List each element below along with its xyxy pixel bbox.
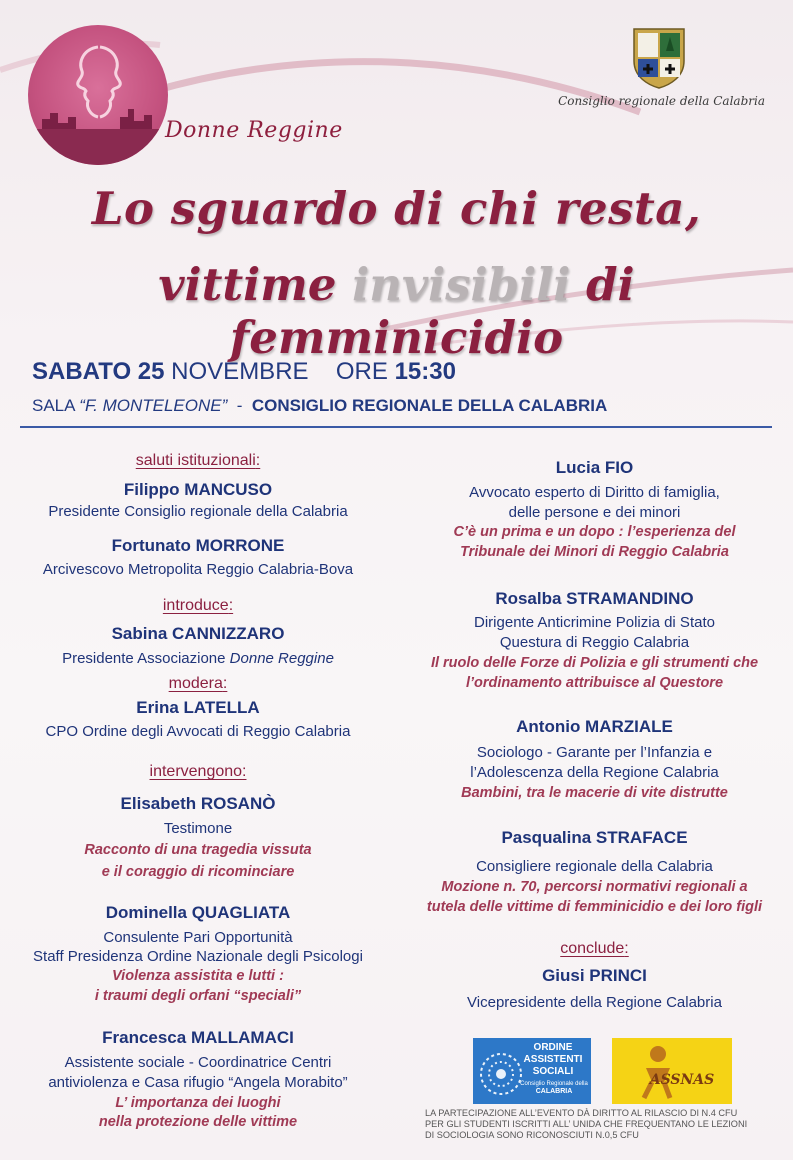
event-title-line2	[0, 258, 793, 364]
title-word-invisibili: invisibili	[352, 258, 571, 311]
regional-emblem-icon	[630, 25, 688, 89]
speaker-topic: Il ruolo delle Forze di Polizia e gli strumenti che	[430, 655, 759, 671]
assnas-logo	[612, 1038, 732, 1104]
speaker-topic: e il coraggio di ricominciare	[101, 864, 295, 880]
venue-place: CONSIGLIO REGIONALE DELLA CALABRIA	[251, 396, 608, 415]
speaker-role: Vicepresidente della Regione Calabria	[467, 994, 722, 1011]
speaker-name: Dominella QUAGLIATA	[105, 903, 291, 922]
speaker-role: Staff Presidenza Ordine Nazionale degli Psicologi	[33, 948, 363, 965]
event-month: NOVEMBRE	[171, 358, 309, 385]
oas-line: ASSISTENTI	[523, 1054, 583, 1065]
speaker-topic: Mozione n. 70, percorsi normativi regionali a	[441, 879, 748, 895]
title-word-vittime: vittime	[158, 258, 337, 311]
face-profiles-icon	[28, 25, 168, 165]
oas-line: SOCIALI	[532, 1066, 574, 1077]
brand-name: Donne Reggine	[165, 118, 343, 143]
section-conclude: conclude:	[560, 940, 629, 957]
section-introduce: introduce:	[162, 597, 234, 614]
speaker-role: l’Adolescenza della Regione Calabria	[470, 764, 719, 781]
speaker-role: Testimone	[163, 820, 233, 837]
speaker-topic: C’è un prima e un dopo : l’esperienza del	[453, 524, 736, 540]
credits-line: DI SOCIOLOGIA SONO RICONOSCIUTI N.0,5 CFU	[425, 1130, 639, 1140]
ordine-assistenti-sociali-logo	[473, 1038, 591, 1104]
speaker-name: Francesca MALLAMACI	[102, 1028, 294, 1047]
event-day: SABATO	[32, 358, 132, 385]
venue-name: “F. MONTELEONE”	[79, 396, 228, 415]
speaker-topic: Violenza assistita e lutti :	[112, 968, 284, 984]
speaker-topic: l’ordinamento attribuisce al Questore	[465, 675, 724, 691]
speaker-name: Elisabeth ROSANÒ	[120, 794, 276, 813]
speaker-name: Lucia FIO	[555, 458, 634, 477]
speaker-role: CPO Ordine degli Avvocati di Reggio Calabria	[45, 723, 351, 740]
event-time-label: ORE	[335, 358, 388, 385]
oas-line: Consiglio Regionale della	[520, 1081, 588, 1087]
speaker-role: Consigliere regionale della Calabria	[476, 858, 713, 875]
event-date-time	[32, 358, 456, 386]
credits-line: LA PARTECIPAZIONE ALL’EVENTO DÀ DIRITTO AL RILASCIO DI N.4 CFU	[425, 1108, 738, 1118]
speaker-role: delle persone e dei minori	[508, 504, 681, 521]
speaker-role: Presidente Consiglio regionale della Calabria	[48, 503, 348, 520]
event-time: 15:30	[394, 358, 456, 385]
assnas-text: ASSNAS	[649, 1072, 715, 1088]
speaker-name: Giusi PRINCI	[542, 966, 647, 985]
venue-prefix: SALA	[32, 396, 75, 415]
speaker-topic: L’ importanza dei luoghi	[115, 1095, 281, 1111]
speaker-topic: Racconto di una tragedia vissuta	[84, 842, 312, 858]
venue-separator: -	[236, 396, 243, 415]
person-figure-icon	[612, 1038, 732, 1104]
speaker-role: Avvocato esperto di Diritto di famiglia,	[469, 484, 720, 501]
divider	[20, 426, 772, 428]
speaker-topic: nella protezione delle vittime	[98, 1114, 298, 1130]
donne-reggine-logo	[28, 25, 168, 165]
speaker-role: Sociologo - Garante per l’Infanzia e	[476, 744, 713, 761]
section-intervengono: intervengono:	[149, 763, 247, 780]
title-word-femminicidio: di femminicidio	[229, 258, 635, 364]
speaker-name: Filippo MANCUSO	[123, 480, 273, 499]
speaker-role: Questura di Reggio Calabria	[499, 634, 690, 651]
speaker-topic: Bambini, tra le macerie di vite distrutte	[461, 785, 728, 801]
speaker-name: Rosalba STRAMANDINO	[495, 589, 694, 608]
speaker-name: Antonio MARZIALE	[516, 717, 673, 736]
credits-line: PER GLI STUDENTI ISCRITTI ALL’ UNIDA CHE FREQUENTANO LE LEZIONI	[425, 1119, 748, 1129]
speaker-role: Dirigente Anticrimine Polizia di Stato	[474, 614, 715, 631]
oas-line: CALABRIA	[535, 1088, 573, 1095]
speaker-name: Fortunato MORRONE	[111, 536, 285, 555]
speaker-topic: Tribunale dei Minori di Reggio Calabria	[460, 544, 729, 560]
section-modera: modera:	[168, 675, 228, 692]
speaker-topic: tutela delle vittime di femminicidio e dei loro figli	[426, 899, 763, 915]
speaker-role: Consulente Pari Opportunità	[103, 929, 293, 946]
spiral-icon	[473, 1038, 523, 1104]
credits-note	[425, 1108, 785, 1141]
oas-line: ORDINE	[533, 1042, 573, 1053]
speaker-name: Pasqualina STRAFACE	[501, 828, 688, 847]
event-venue	[32, 396, 607, 416]
event-date-number: 25	[137, 358, 165, 385]
speaker-name: Erina LATELLA	[136, 698, 260, 717]
speaker-role: Arcivescovo Metropolita Reggio Calabria-Bova	[42, 561, 354, 578]
speaker-role: Presidente Associazione Donne Reggine	[62, 650, 334, 667]
event-title-line1: Lo sguardo di chi resta,	[91, 182, 702, 235]
speaker-role: antiviolenza e Casa rifugio “Angela Morabito”	[48, 1074, 348, 1091]
speaker-role: Assistente sociale - Coordinatrice Centri	[64, 1054, 332, 1071]
speaker-topic: i traumi degli orfani “speciali”	[94, 988, 302, 1004]
speaker-name: Sabina CANNIZZARO	[111, 624, 285, 643]
section-saluti: saluti istituzionali:	[135, 452, 261, 469]
council-name: Consiglio regionale della Calabria	[558, 94, 765, 108]
